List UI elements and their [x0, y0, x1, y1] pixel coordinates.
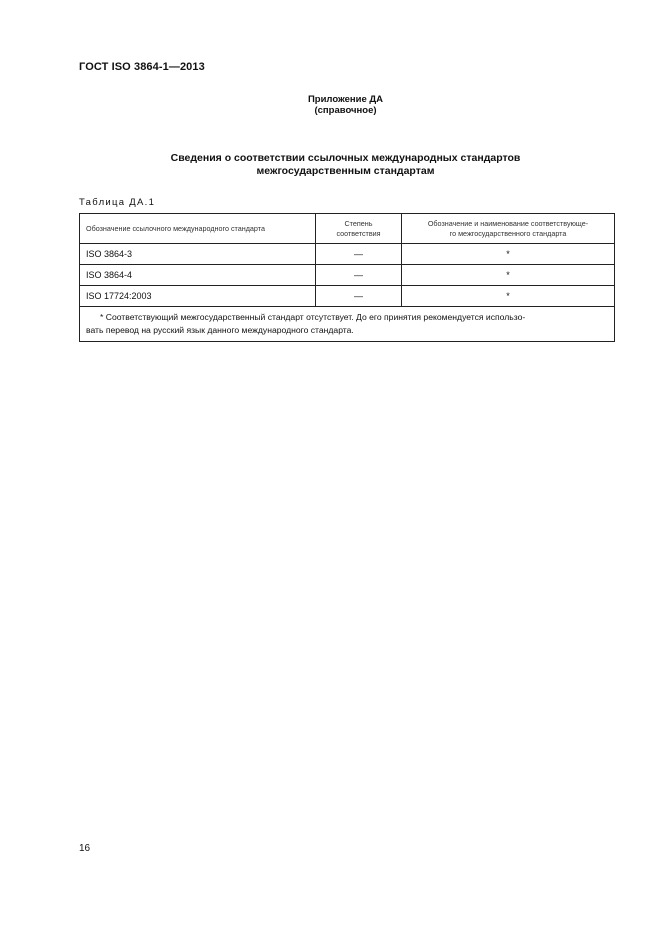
table-row: [80, 244, 615, 265]
column-header-interstate-line2: го межгосударственного стандарта: [449, 228, 567, 238]
cell-reference-standard: ISO 17724:2003: [80, 286, 316, 307]
cell-interstate-standard: *: [402, 244, 615, 265]
column-header-interstate-standard: [402, 214, 615, 244]
appendix-note: (справочное): [314, 105, 377, 116]
cell-reference-standard: ISO 3864-4: [80, 265, 316, 286]
column-header-reference-standard: Обозначение ссылочного международного стандарта: [80, 214, 316, 244]
cell-reference-standard: ISO 3864-3: [80, 244, 316, 265]
table-caption: Таблица ДА.1: [79, 197, 156, 208]
cell-interstate-standard: *: [402, 286, 615, 307]
cell-degree: —: [316, 286, 402, 307]
section-title-line1: Сведения о соответствии ссылочных международных стандартов: [170, 152, 521, 164]
cell-interstate-standard: *: [402, 265, 615, 286]
column-header-degree: [316, 214, 402, 244]
table-footnote-line2: вать перевод на русский язык данного международного стандарта.: [86, 325, 354, 335]
column-header-degree-line2: соответствия: [336, 228, 381, 238]
table-row: [80, 265, 615, 286]
standard-designation: ГОСТ ISO 3864-1—2013: [79, 61, 205, 73]
appendix-title: Приложение ДА: [307, 94, 384, 105]
page-number: 16: [79, 843, 91, 854]
table-footnote: [80, 307, 615, 342]
table-header-row: [80, 214, 615, 244]
table-row: [80, 286, 615, 307]
standards-table: [79, 213, 615, 342]
table-footnote-line1: * Соответствующий межгосударственный стандарт отсутствует. До его принятия рекомендуется использо-: [100, 312, 526, 322]
column-header-interstate-line1: Обозначение и наименование соответствующе-: [427, 218, 589, 228]
section-title-line2: межгосударственным стандартам: [256, 165, 435, 177]
column-header-degree-line1: Степень: [344, 218, 373, 228]
cell-degree: —: [316, 265, 402, 286]
cell-degree: —: [316, 244, 402, 265]
table-footnote-row: [80, 307, 615, 342]
